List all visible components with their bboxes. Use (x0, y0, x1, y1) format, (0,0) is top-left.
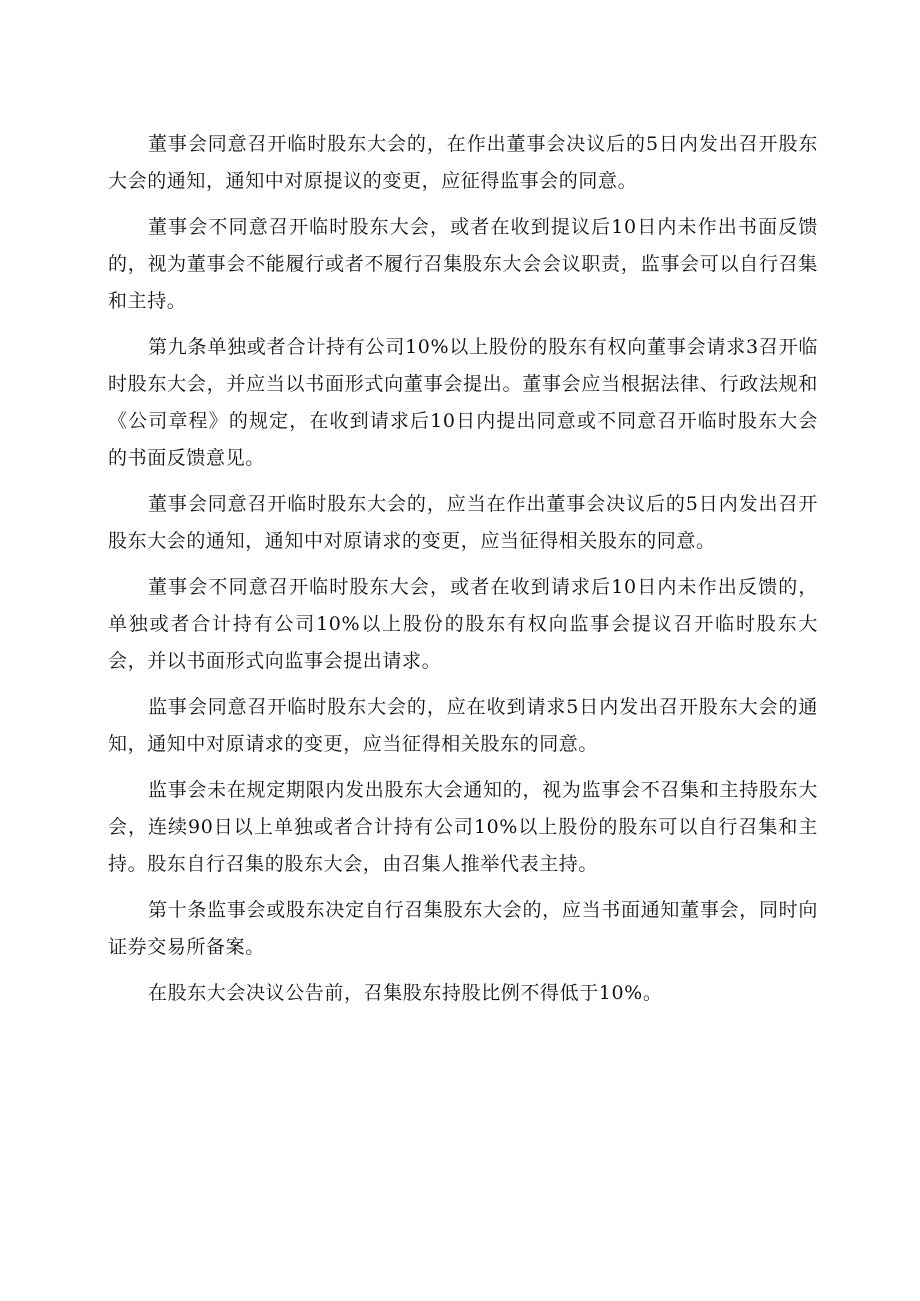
document-body (108, 126, 818, 1021)
paragraph-4: 董事会同意召开临时股东大会的，应当在作出董事会决议后的5日内发出召开股东大会的通知，通知中对原请求的变更，应当征得相关股东的同意。 (108, 493, 818, 552)
paragraph-2: 董事会不同意召开临时股东大会，或者在收到提议后10日内未作出书面反馈的，视为董事会不能履行或者不履行召集股东大会会议职责，监事会可以自行召集和主持。 (108, 216, 818, 312)
paragraph-7: 监事会未在规定期限内发出股东大会通知的，视为监事会不召集和主持股东大会，连续90日以上单独或者合计持有公司10%以上股份的股东可以自行召集和主持。股东自行召集的股东大会，由召集人推举代表主持。 (108, 779, 818, 875)
paragraph-3: 第九条单独或者合计持有公司10%以上股份的股东有权向董事会请求3召开临时股东大会，并应当以书面形式向董事会提出。董事会应当根据法律、行政法规和《公司章程》的规定，在收到请求后10日内提出同意或不同意召开临时股东大会的书面反馈意见。 (108, 336, 818, 469)
paragraph-1: 董事会同意召开临时股东大会的，在作出董事会决议后的5日内发出召开股东大会的通知，通知中对原提议的变更，应征得监事会的同意。 (108, 133, 818, 192)
paragraph-9: 在股东大会决议公告前，召集股东持股比例不得低于10%。 (148, 982, 663, 1004)
paragraph-5: 董事会不同意召开临时股东大会，或者在收到请求后10日内未作出反馈的，单独或者合计持有公司10%以上股份的股东有权向监事会提议召开临时股东大会，并以书面形式向监事会提出请求。 (108, 576, 818, 672)
paragraph-6: 监事会同意召开临时股东大会的，应在收到请求5日内发出召开股东大会的通知，通知中对原请求的变更，应当征得相关股东的同意。 (108, 696, 818, 755)
paragraph-8: 第十条监事会或股东决定自行召集股东大会的，应当书面通知董事会，同时向证券交易所备案。 (108, 899, 818, 958)
